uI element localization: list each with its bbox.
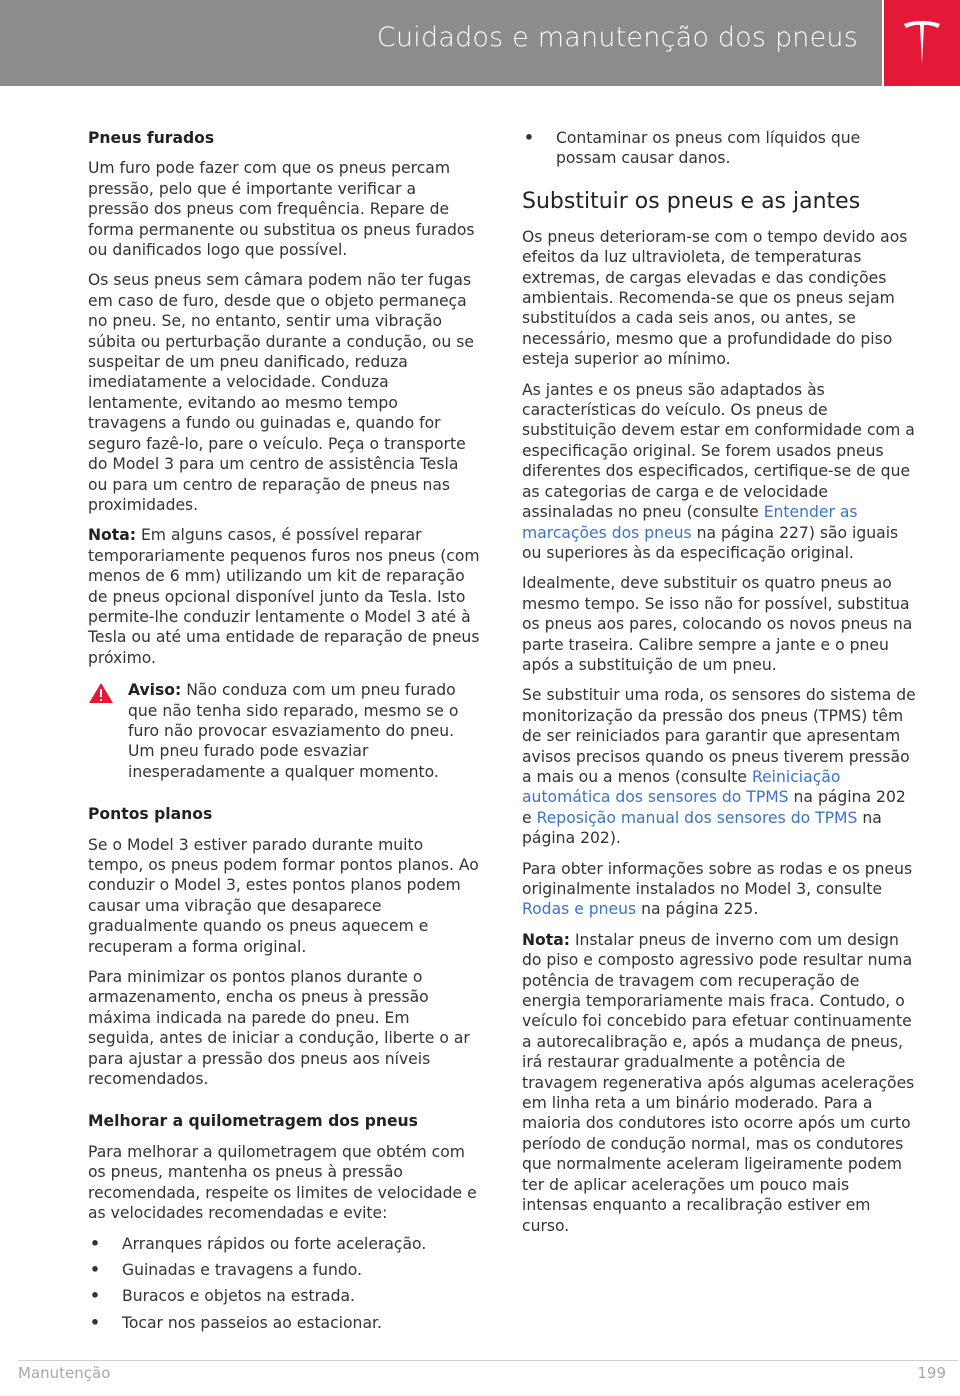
- footer-section-name: Manutenção: [18, 1364, 111, 1382]
- note-label: Nota:: [522, 930, 570, 949]
- paragraph: Um furo pode fazer com que os pneus percam pressão, pelo que é importante verificar a pressão dos pneus com frequência. Repare de forma permanente ou substitua os pneus furados ou danificados logo que possível.: [88, 159, 475, 260]
- avoid-list-continued: [522, 128, 918, 169]
- left-column: [88, 128, 480, 1339]
- brand-logo-box: [884, 0, 960, 86]
- link-tpms-manual-reset[interactable]: Reposição manual dos sensores do TPMS: [536, 808, 858, 827]
- section-heading-flat-spots: Pontos planos: [88, 805, 213, 824]
- header-bar: [0, 0, 882, 86]
- list-item: • Contaminar os pneus com líquidos que possam causar danos.: [524, 129, 861, 168]
- section-heading-tire-mileage: Melhorar a quilometragem dos pneus: [88, 1112, 418, 1131]
- list-item: • Arranques rápidos ou forte aceleração.: [90, 1234, 427, 1253]
- paragraph: Para melhorar a quilometragem que obtém com os pneus, mantenha os pneus à pressão recomendada, respeite os limites de velocidade e as velocidades recomendadas e evite:: [88, 1142, 477, 1223]
- section-heading-replacing-tires: Substituir os pneus e as jantes: [522, 188, 861, 214]
- page-title: Cuidados e manutenção dos pneus: [376, 22, 858, 53]
- note-text: Instalar pneus de inverno com um design do piso e composto agressivo pode resultar numa potência de travagem com recuperação de energia temporariamente mais fraca. Contudo, o veículo foi concebido para efetuar continuamente a autorecalibração e, após a mudança de pneus, irá restaurar gradualmente a potência de travagem regenerativa após algumas acelerações em linha reta a um binário moderado. Para a maioria dos condutores isto ocorre após um curto período de condução normal, mas os condutores que normalmente aceleram ligeiramente podem ter de aplicar acelerações um pouco mais intensas enquanto a recalibração estiver em curso.: [522, 930, 915, 1235]
- list-item: • Guinadas e travagens a fundo.: [90, 1260, 363, 1279]
- footer-divider: [18, 1360, 958, 1361]
- paragraph: As jantes e os pneus são adaptados às características do veículo. Os pneus de substituição devem estar em conformidade com a especificação original. Se forem usados pneus diferentes dos especificados, certifique-se de que as categorias de carga e de velocidade assinaladas no pneu (consulte Entender as marcações dos pneus na página 227) são iguais ou superiores às da especificação original.: [522, 380, 915, 562]
- avoid-list: [88, 1234, 480, 1334]
- list-item: • Tocar nos passeios ao estacionar.: [90, 1313, 382, 1332]
- link-wheels-tires[interactable]: Rodas e pneus: [522, 900, 637, 919]
- paragraph: Os seus pneus sem câmara podem não ter fugas em caso de furo, desde que o objeto permaneça no pneu. Se, no entanto, sentir uma vibração súbita ou perturbação durante a condução, ou se suspeitar de um pneu danificado, reduza imediatamente a velocidade. Conduza lentamente, evitando ao mesmo tempo travagens a fundo ou guinadas e, quando for seguro fazê-lo, pare o veículo. Peça o transporte do Model 3 para um centro de assistência Tesla ou para um centro de reparação de pneus nas proximidades.: [88, 271, 474, 514]
- paragraph: Idealmente, deve substituir os quatro pneus ao mesmo tempo. Se isso não for possível, substitua os pneus aos pares, colocando os novos pneus na parte traseira. Calibre sempre a jante e o pneu após a substituição de um pneu.: [522, 574, 913, 674]
- paragraph: Se substituir uma roda, os sensores do sistema de monitorização da pressão dos pneus (TPMS) têm de ser reiniciados para garantir que apresentam avisos precisos quando os pneus tiverem pressão a mais ou a menos (consulte Reiniciação automática dos sensores do TPMS na página 202 e Reposição manual dos sensores do TPMS na página 202).: [522, 686, 916, 848]
- note-text: Em alguns casos, é possível reparar temporariamente pequenos furos nos pneus (com menos de 6 mm) utilizando um kit de reparação de pneus opcional disponível junto da Tesla. Isto permite-lhe conduzir lentamente o Model 3 até à Tesla ou até uma entidade de reparação de pneus próximo.: [88, 526, 480, 667]
- right-column: [522, 128, 918, 1246]
- tesla-logo-icon: [902, 20, 942, 66]
- warning-triangle-icon: [88, 682, 114, 704]
- warning-callout: [88, 680, 480, 782]
- warning-text: Não conduza com um pneu furado que não tenha sido reparado, mesmo se o furo não provocar esvaziamento do pneu. Um pneu furado pode esvaziar inesperadamente a qualquer momento.: [128, 681, 459, 781]
- paragraph: Os pneus deterioram-se com o tempo devido aos efeitos da luz ultravioleta, de temperaturas extremas, de cargas elevadas e das condições ambientais. Recomenda-se que os pneus sejam substituídos a cada seis anos, ou antes, se necessário, mesmo que a profundidade do piso esteja superior ao mínimo.: [522, 227, 908, 369]
- note-label: Nota:: [88, 526, 136, 545]
- paragraph: Para minimizar os pontos planos durante o armazenamento, encha os pneus à pressão máxima indicada na parede do pneu. Em seguida, antes de iniciar a condução, liberte o ar para ajustar a pressão dos pneus aos níveis recomendados.: [88, 968, 470, 1089]
- section-heading-flat-tires: Pneus furados: [88, 129, 215, 147]
- note-paragraph: [522, 930, 918, 1236]
- paragraph: Para obter informações sobre as rodas e os pneus originalmente instalados no Model 3, consulte Rodas e pneus na página 225.: [522, 859, 913, 919]
- link-tire-markings[interactable]: Entender as marcações dos pneus: [522, 503, 858, 542]
- paragraph: Se o Model 3 estiver parado durante muito tempo, os pneus podem formar pontos planos. Ao conduzir o Model 3, estes pontos planos podem causar uma vibração que desaparece gradualmente quando os pneus aquecem e recuperam a forma original.: [88, 835, 479, 956]
- list-item: • Buracos e objetos na estrada.: [90, 1287, 356, 1306]
- link-tpms-auto-reset[interactable]: Reiniciação automática dos sensores do TPMS: [522, 767, 841, 807]
- footer-page-number: 199: [917, 1364, 946, 1382]
- note-paragraph: [88, 525, 480, 668]
- warning-label: Aviso:: [128, 681, 182, 700]
